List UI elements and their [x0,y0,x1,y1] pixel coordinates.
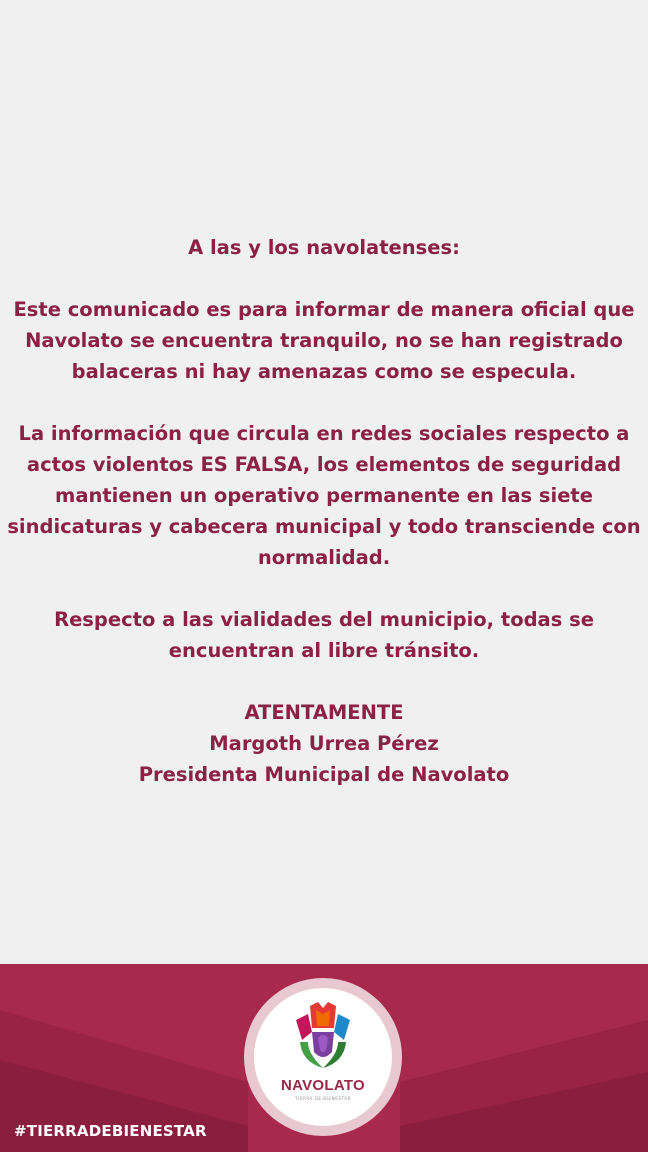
logo-tagline: TIERRA DE BIENESTAR [295,1096,351,1101]
statement-closing: ATENTAMENTE [244,701,404,724]
navolato-emblem-icon [294,1002,352,1072]
official-statement [0,232,648,790]
logo-name: NAVOLATO [280,1077,366,1094]
logo-disc [254,988,392,1126]
signer-name: Margoth Urrea Pérez [209,732,439,755]
statement-paragraph-1: Este comunicado es para informar de manera oficial que Navolato se encuentra tranquilo, no se han registrado balaceras ni hay amenazas como se especula. [13,298,635,383]
signer-title: Presidenta Municipal de Navolato [138,763,510,786]
footer-banner [0,964,648,1152]
hashtag-label: #TIERRADEBIENESTAR [14,1122,207,1140]
statement-paragraph-2: La información que circula en redes sociales respecto a actos violentos ES FALSA, los elementos de seguridad mantienen un operativo permanente en las siete sindicaturas y cabecera municipal y todo transciende con normalidad. [7,422,641,569]
statement-paragraph-3: Respecto a las vialidades del municipio, todas se encuentran al libre tránsito. [54,608,594,662]
logo-badge [244,978,402,1136]
statement-greeting: A las y los navolatenses: [188,236,460,259]
